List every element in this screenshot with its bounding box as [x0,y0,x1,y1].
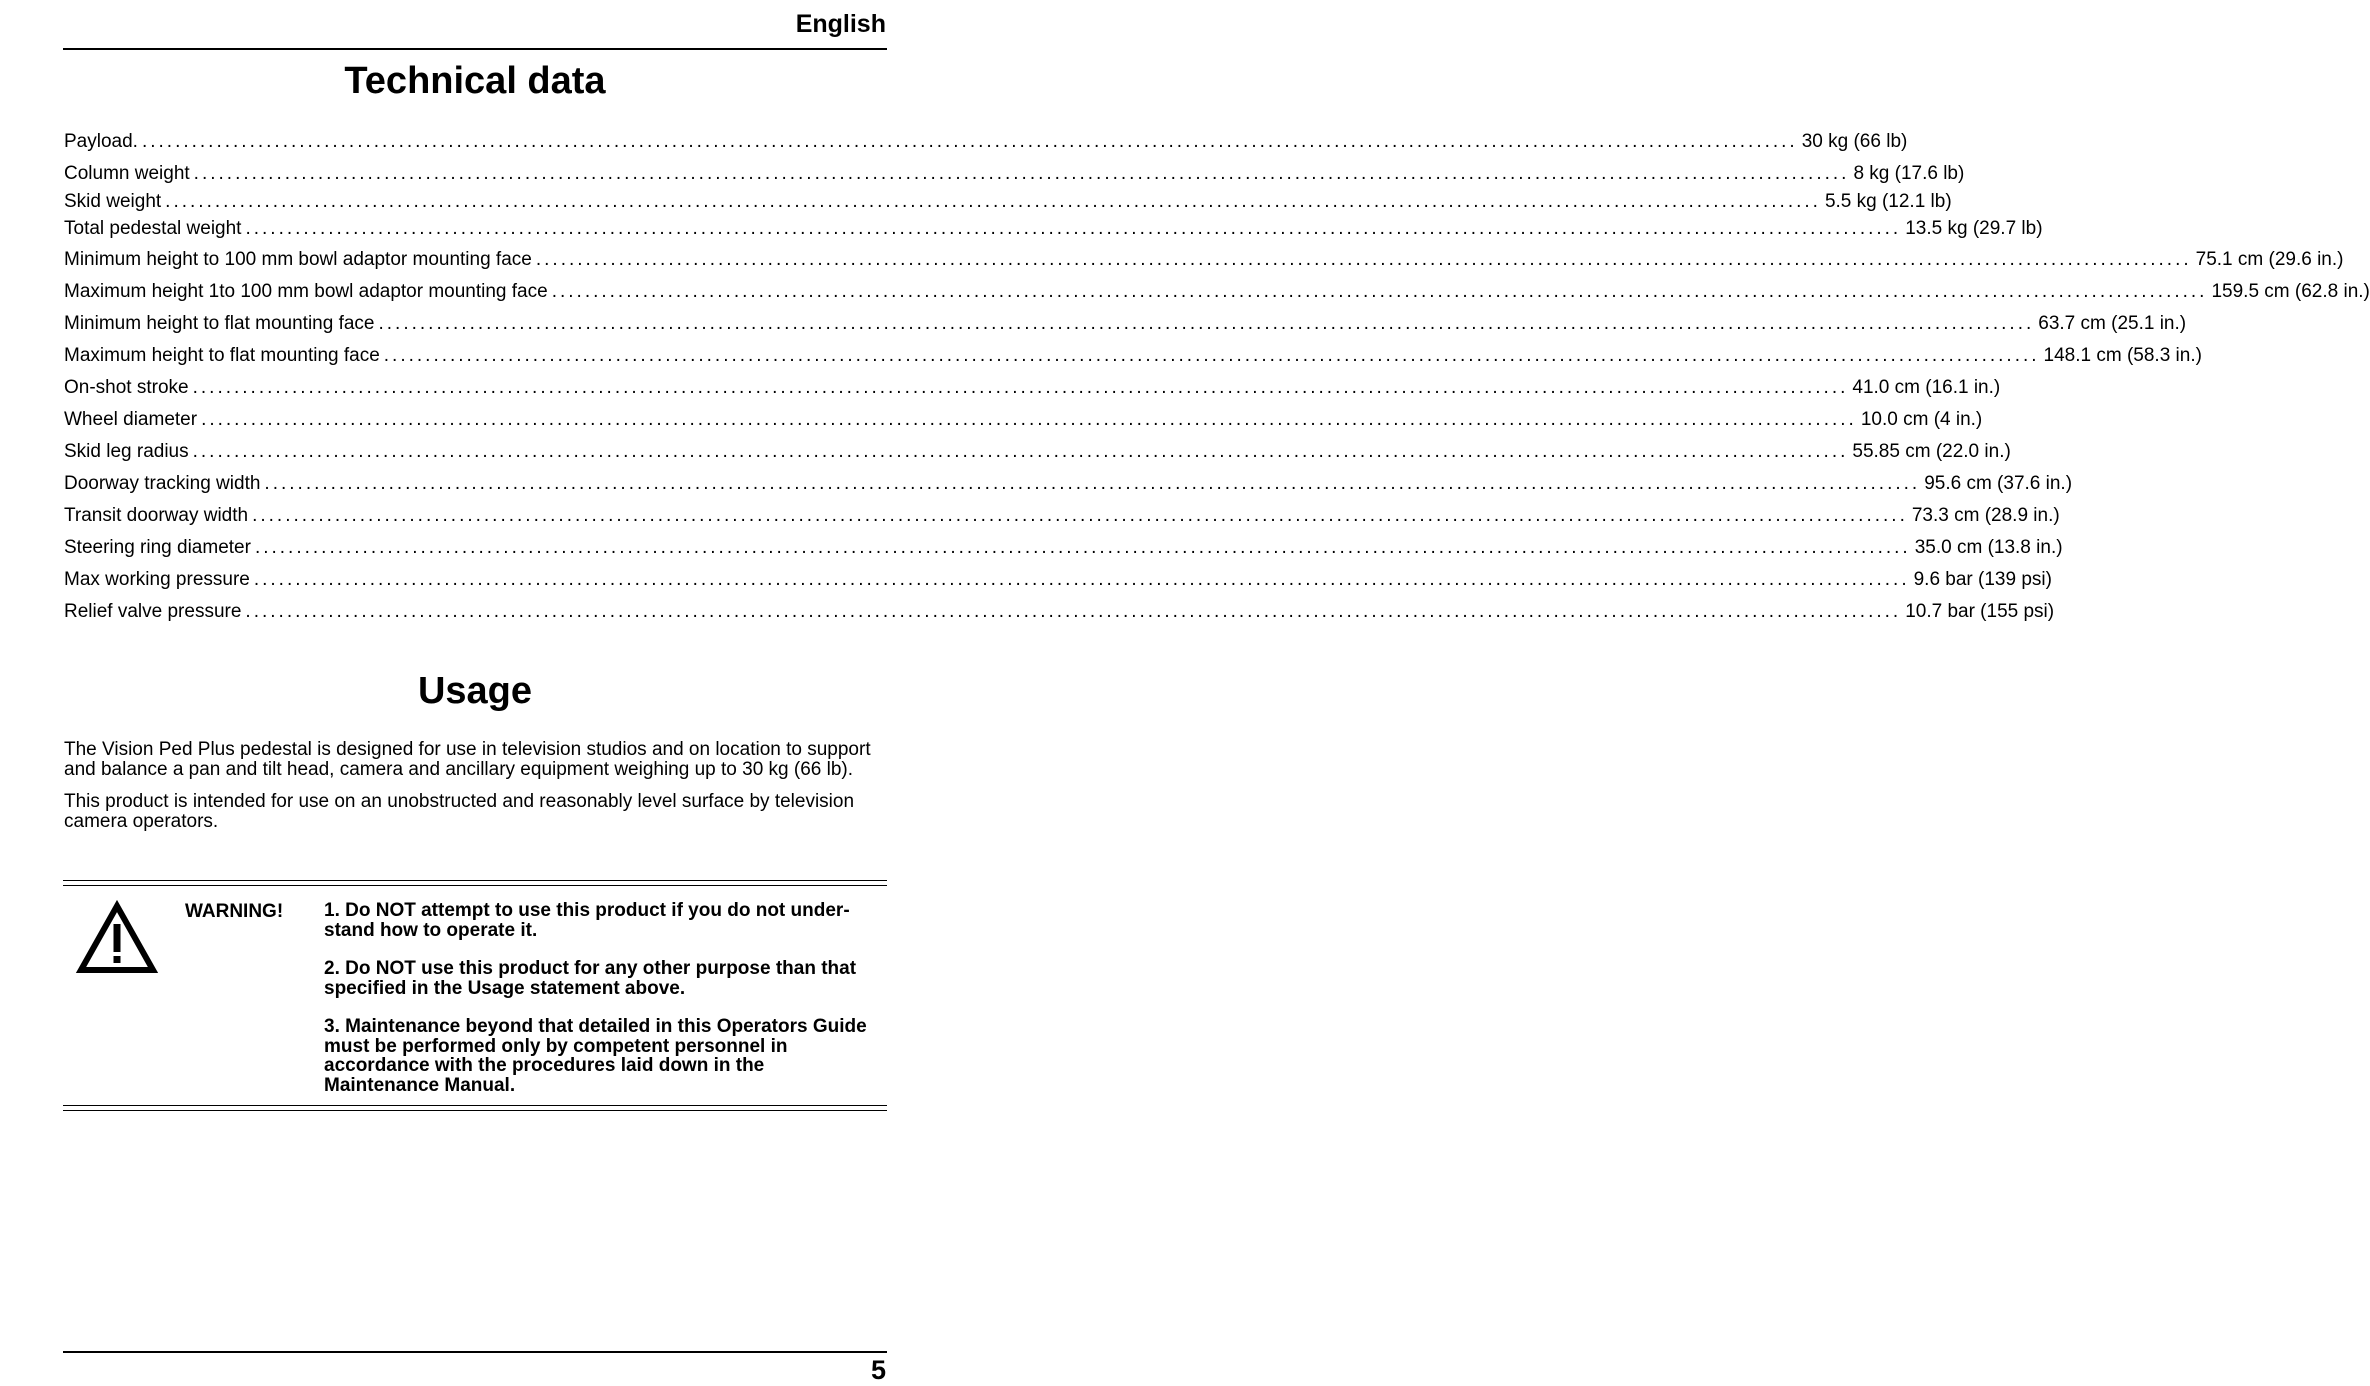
spec-label: Relief valve pressure [64,601,242,622]
usage-text [64,740,886,844]
dot-leader: ........................................................................................................................................................................................................ [383,345,2040,366]
warning-triangle-icon [77,902,157,974]
usage-paragraph: This product is intended for use on an unobstructed and reasonably level surface by television camera operators. [64,791,855,832]
header-rule [63,48,887,50]
dot-leader: ........................................................................................................................................................................................................ [165,191,1821,212]
spec-label: Skid weight [64,191,162,212]
spec-label: Total pedestal weight [64,218,242,239]
dot-leader: ........................................................................................................................................................................................................ [193,163,1850,184]
spec-value: 10.0 cm (4 in.) [1860,409,1983,430]
dot-leader: ........................................................................................................................................................................................................ [264,473,1921,494]
dot-leader: ........................................................................................................................................................................................................ [245,218,1902,239]
warning-bottom-rule [63,1105,887,1111]
warning-item: 2. Do NOT use this product for any other purpose than that specified in the Usage statement above. [324,958,857,999]
spec-row-steering-ring [64,534,2063,562]
spec-row-transit-doorway [64,502,2060,530]
spec-value: 148.1 cm (58.3 in.) [2043,345,2202,366]
spec-value: 5.5 kg (12.1 lb) [1824,191,1952,212]
spec-value: 41.0 cm (16.1 in.) [1852,377,2001,398]
spec-list [64,128,2370,626]
dot-leader: ........................................................................................................................................................................................................ [254,537,1911,558]
spec-row-min-height-flat [64,310,2187,338]
page-number: 5 [870,1355,886,1385]
spec-row-on-shot-stroke [64,374,2001,402]
spec-value: 35.0 cm (13.8 in.) [1914,537,2063,558]
spec-label: Transit doorway width [64,505,249,526]
language-label: English [795,10,886,38]
spec-label: On-shot stroke [64,377,189,398]
spec-row-payload [64,128,1908,156]
dot-leader: ........................................................................................................................................................................................................ [141,131,1798,152]
spec-value: 13.5 kg (29.7 lb) [1905,218,2043,239]
spec-value: 9.6 bar (139 psi) [1913,569,2052,590]
spec-row-max-height-bowl [64,278,2370,306]
usage-heading: Usage [417,670,533,712]
spec-row-total-weight [64,215,2043,242]
spec-value: 73.3 cm (28.9 in.) [1911,505,2060,526]
spec-label: Payload. [64,131,138,152]
spec-value: 75.1 cm (29.6 in.) [2195,249,2344,270]
warning-items [324,901,884,1114]
spec-value: 95.6 cm (37.6 in.) [1924,473,2073,494]
dot-leader: ........................................................................................................................................................................................................ [245,601,1902,622]
warning-label: WARNING! [185,901,284,922]
spec-label: Column weight [64,163,190,184]
warning-item: 1. Do NOT attempt to use this product if you do not under-stand how to operate it. [324,900,850,941]
spec-value: 30 kg (66 lb) [1801,131,1908,152]
dot-leader: ........................................................................................................................................................................................................ [253,569,1910,590]
spec-label: Maximum height to flat mounting face [64,345,380,366]
footer-rule [63,1351,887,1353]
spec-label: Skid leg radius [64,441,189,462]
dot-leader: ........................................................................................................................................................................................................ [252,505,1908,526]
dot-leader: ........................................................................................................................................................................................................ [535,249,2192,270]
technical-data-heading: Technical data [344,60,606,102]
dot-leader: ........................................................................................................................................................................................................ [551,281,2208,302]
spec-value: 63.7 cm (25.1 in.) [2038,313,2187,334]
spec-value: 8 kg (17.6 lb) [1853,163,1965,184]
spec-row-min-height-bowl [64,246,2344,274]
warning-top-rule [63,880,887,886]
spec-label: Maximum height 1to 100 mm bowl adaptor mounting face [64,281,548,302]
spec-row-max-height-flat [64,342,2202,370]
warning-item: 3. Maintenance beyond that detailed in this Operators Guide must be performed only by competent personnel in accordance with the procedures laid down in the Maintenance Manual. [324,1016,867,1096]
spec-label: Steering ring diameter [64,537,251,558]
spec-row-wheel-diameter [64,406,1983,434]
spec-row-max-pressure [64,566,2052,594]
dot-leader: ........................................................................................................................................................................................................ [378,313,2035,334]
spec-row-skid-weight [64,188,1952,215]
spec-value: 55.85 cm (22.0 in.) [1852,441,2011,462]
spec-label: Doorway tracking width [64,473,261,494]
dot-leader: ........................................................................................................................................................................................................ [201,409,1857,430]
spec-row-column-weight [64,160,1965,188]
usage-paragraph: The Vision Ped Plus pedestal is designed for use in television studios and on location to support and balance a pan and tilt head, camera and ancillary equipment weighing up to 30 kg (66 lb). [64,739,871,780]
spec-label: Minimum height to flat mounting face [64,313,375,334]
dot-leader: ........................................................................................................................................................................................................ [192,441,1849,462]
spec-row-doorway-tracking [64,470,2073,498]
spec-value: 159.5 cm (62.8 in.) [2211,281,2370,302]
spec-label: Minimum height to 100 mm bowl adaptor mounting face [64,249,532,270]
spec-value: 10.7 bar (155 psi) [1905,601,2055,622]
spec-label: Wheel diameter [64,409,198,430]
spec-row-skid-leg-radius [64,438,2011,466]
spec-label: Max working pressure [64,569,250,590]
dot-leader: ........................................................................................................................................................................................................ [192,377,1849,398]
spec-row-relief-pressure [64,598,2055,626]
